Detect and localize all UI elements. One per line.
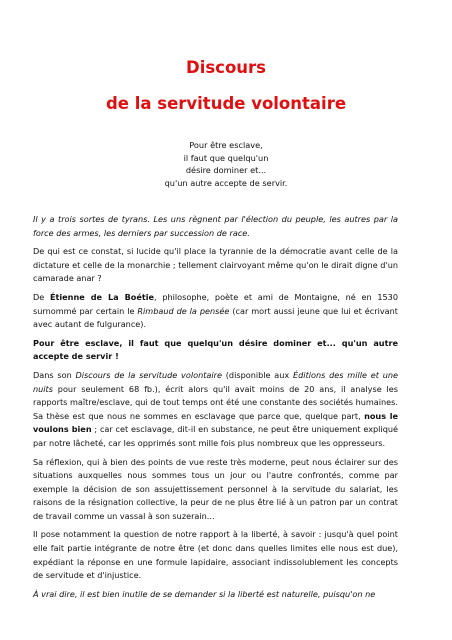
paragraph-key-thesis: Pour être esclave, il faut que quelqu'un désire dominer et... qu'un autre accepte de servir !	[33, 337, 398, 362]
text-span: pour seulement 68 fb.), écrit alors qu'il avait moins de 20 ans, il analyse les rapports maître/esclave, qui de tout temps ont été une constante des sociétés humaines. Sa thèse est que nous ne sommes en esclavage que parce que, quelque part,	[33, 383, 398, 421]
paragraph-closing-quote: À vrai dire, il est bien inutile de se demander si la liberté est naturelle, puisqu'on ne	[33, 588, 376, 599]
title-line-1: Discours	[186, 58, 266, 77]
emphasis-phrase: nous le voulons bien	[33, 410, 398, 435]
publisher-name: Éditions des mille et une nuits	[33, 369, 399, 394]
paragraph-freedom-question: Il pose notamment la question de notre rapport à la liberté, à savoir : jusqu'à quel point elle fait partie intégrante de notre être (et donc dans quelles limites elle nous est due), expédiant la réponse en une formule lapidaire, associant indissolublement les concepts de servitude et d'injustice.	[33, 529, 398, 581]
author-nickname: Rimbaud de la pensée	[137, 305, 230, 316]
paragraph-question: De qui est ce constat, si lucide qu'il place la tyrannie de la démocratie avant celle de la dictature et celle de la monarchie ; tellement clairvoyant même qu'on le dirait digne d'un camarade anar ?	[33, 246, 398, 284]
text-span: Dans son	[33, 369, 76, 380]
paragraph-author-intro	[33, 291, 398, 332]
title-line-2: de la servitude volontaire	[105, 94, 347, 113]
poem-line: Pour être esclave,	[189, 140, 263, 150]
poem-line: désire dominer et...	[185, 165, 267, 176]
body-text	[33, 213, 398, 606]
text-span: (car mort aussi jeune que lui et écrivant avec autant de fulgurance).	[33, 305, 398, 330]
text-span: ; car cet esclavage, dit-il en substance, ne peut être uniquement expliqué par notre lâcheté, car les opprimés sont mille fois plus nombreux que les oppresseurs.	[33, 424, 399, 448]
text-span: De	[33, 291, 50, 302]
poem-line: il faut que quelqu'un	[183, 152, 269, 163]
paragraph-reflection: Sa réflexion, qui à bien des points de vue reste très moderne, peut nous éclairer sur des situations auxquelles nous sommes tous un jour ou l'autre confrontés, comme par exemple la décision de son assujettissement personnel à la servitude du salariat, les raisons de la résignation collective, la peur de ne plus être lié à un patron par un contrat de travail comme un vassal à son suzerain...	[33, 456, 398, 521]
author-name: Étienne de La Boétie	[49, 291, 155, 302]
paragraph-book-analysis	[33, 369, 398, 451]
book-title: Discours de la servitude volontaire	[75, 369, 222, 380]
text-span: (disponible aux	[221, 369, 294, 380]
poem-line: qu'un autre accepte de servir.	[164, 177, 288, 188]
paragraph-tyrants-quote: Il y a trois sortes de tyrans. Les uns règnent par l'élection du peuple, les autres par la force des armes, les derniers par succession de race.	[33, 214, 398, 238]
epigraph-poem	[0, 139, 452, 189]
text-span: , philosophe, poète et ami de Montaigne, né en 1530 surnommé par certain le	[33, 291, 398, 316]
